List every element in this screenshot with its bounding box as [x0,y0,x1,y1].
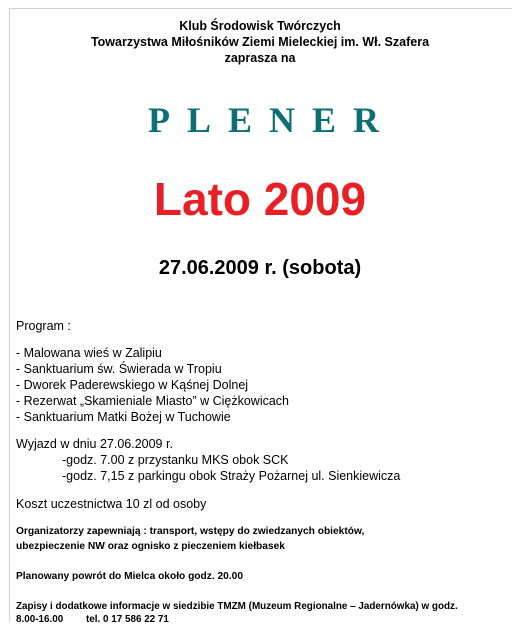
poster-subtitle: Lato 2009 [153,173,367,225]
program-item-5: - Sanktuarium Matki Bożej w Tuchowie [16,410,231,424]
organizers-line-2: ubezpieczenie NW oraz ognisko z pieczeniem kiełbasek [16,541,285,552]
poster-title: PLENER [148,100,397,140]
contact-phone: tel. 0 17 586 22 71 [86,614,169,625]
header-line-1: Klub Środowisk Twórczych [179,19,341,33]
program-item-3: - Dworek Paderewskiego w Kąśnej Dolnej [16,378,249,392]
program-heading: Program : [16,319,71,333]
contact-hours: 8.00-16.00 [16,614,64,625]
event-date: 27.06.2009 r. (sobota) [158,257,362,279]
program-item-1: - Malowana wieś w Zalipiu [16,346,162,360]
departure-stop-2: -godz. 7,15 z parkingu obok Straży Pożarnej ul. Sienkiewicza [62,469,401,483]
departure-line: Wyjazd w dniu 27.06.2009 r. [16,437,173,451]
program-item-4: - Rezerwat „Skamieniale Miasto” w Ciężkowicach [16,394,289,408]
contact-line-1: Zapisy i dodatkowe informacje w siedzibie TMZM (Muzeum Regionalne – Jadernówka) w godz. [16,601,458,612]
departure-stop-1: -godz. 7.00 z przystanku MKS obok SCK [62,453,289,467]
header-line-2: Towarzystwa Miłośników Ziemi Mieleckiej im. Wł. Szafera [90,35,430,49]
cost-line: Koszt uczestnictwa 10 zl od osoby [16,497,207,511]
header-line-3: zaprasza na [224,51,296,65]
program-item-2: - Sanktuarium św. Świerada w Tropiu [16,362,222,376]
organizers-line-1: Organizatorzy zapewniają : transport, wstępy do zwiedzanych obiektów, [16,526,365,537]
return-line: Planowany powrót do Mielca około godz. 20.00 [16,571,243,582]
